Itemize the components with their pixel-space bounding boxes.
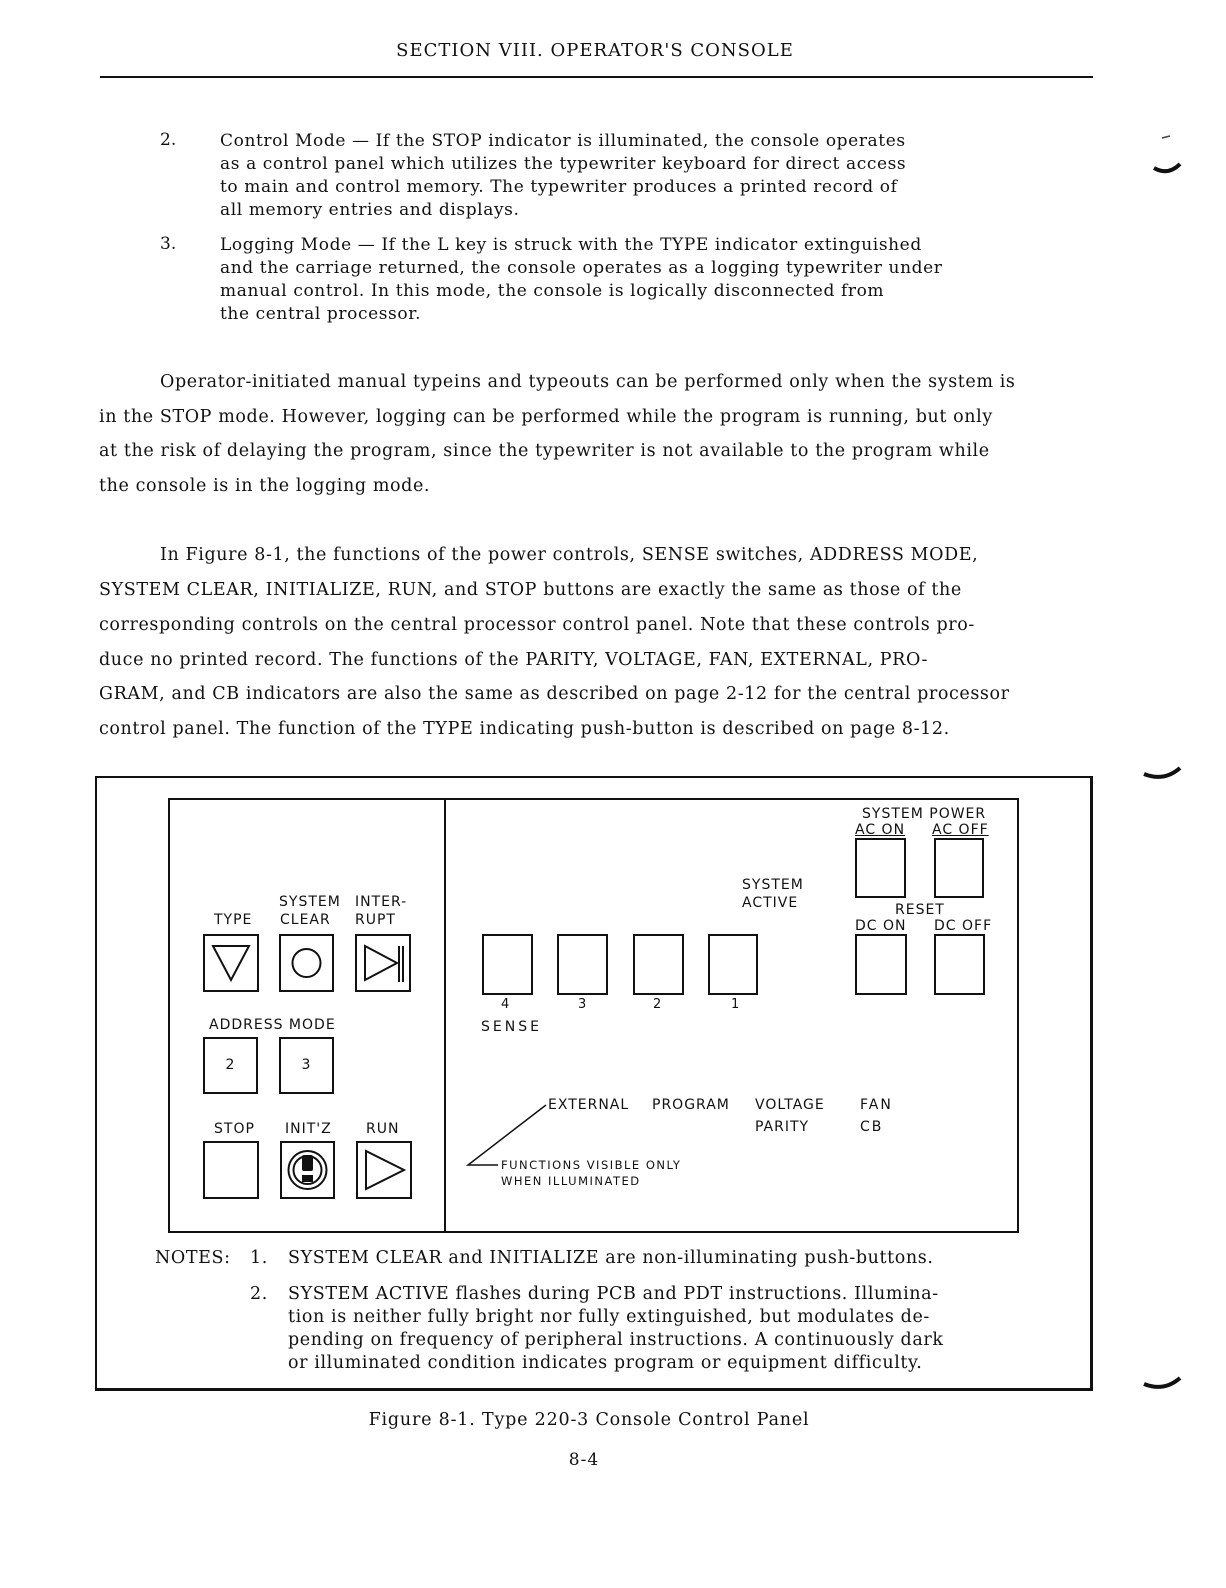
run-label: RUN [366, 1121, 400, 1137]
functions-note-2: WHEN ILLUMINATED [501, 1174, 641, 1188]
scan-mark [1148, 128, 1208, 188]
circle-icon [281, 936, 332, 990]
scan-mark [1140, 1372, 1200, 1402]
initialize-icon [282, 1143, 333, 1197]
section-header: SECTION VIII. OPERATOR'S CONSOLE [396, 40, 794, 61]
page-number: 8-4 [568, 1450, 600, 1470]
stop-button[interactable] [203, 1141, 259, 1199]
note-1: SYSTEM CLEAR and INITIALIZE are non-illuminating push-buttons. [288, 1248, 934, 1268]
program-indicator: PROGRAM [652, 1097, 730, 1113]
list-item-logging-mode: Logging Mode — If the L key is struck with the TYPE indicator extinguished and the carriage returned, the console operates as a logging typewriter under manual control. In this mode, the console is logically disconnected from the central processor. [220, 235, 943, 324]
interrupt-button[interactable] [355, 934, 411, 992]
system-active-indicator [708, 934, 758, 995]
stop-label: STOP [214, 1121, 255, 1137]
ac-off-button[interactable] [934, 838, 984, 898]
type-button[interactable] [203, 934, 259, 992]
dc-off-button[interactable] [934, 934, 985, 995]
dc-on-button[interactable] [855, 934, 907, 995]
fan-indicator: FAN [860, 1097, 893, 1113]
list-item-number: 3. [160, 234, 177, 254]
note-number: 2. [250, 1284, 268, 1304]
address-mode-label: ADDRESS MODE [209, 1017, 336, 1033]
system-active-label-1: SYSTEM [742, 877, 804, 893]
interrupt-label-2: RUPT [355, 912, 396, 928]
parity-indicator: PARITY [755, 1119, 810, 1135]
address-mode-3-button[interactable]: 3 [279, 1037, 334, 1094]
sense-switch-3[interactable] [557, 934, 608, 995]
dc-on-label: DC ON [855, 918, 907, 934]
scan-mark [1140, 760, 1200, 790]
run-button[interactable] [356, 1141, 412, 1199]
external-indicator: EXTERNAL [548, 1097, 630, 1113]
sense-number-1: 1 [731, 997, 741, 1012]
voltage-indicator: VOLTAGE [755, 1097, 825, 1113]
sense-label: SENSE [481, 1019, 542, 1035]
system-active-label-2: ACTIVE [742, 895, 799, 911]
sense-number-3: 3 [578, 997, 588, 1012]
sense-number-2: 2 [653, 997, 663, 1012]
initz-label: INIT'Z [285, 1121, 332, 1137]
ac-off-label: AC OFF [932, 822, 989, 838]
interrupt-label-1: INTER- [355, 894, 408, 910]
sense-switch-2[interactable] [633, 934, 684, 995]
functions-note-1: FUNCTIONS VISIBLE ONLY [501, 1158, 682, 1172]
address-mode-2-button[interactable]: 2 [203, 1037, 258, 1094]
list-item-number: 2. [160, 130, 177, 150]
sense-switch-4[interactable] [482, 934, 533, 995]
note-2: SYSTEM ACTIVE flashes during PCB and PDT instructions. Illumina- tion is neither fully bright nor fully extinguished, but modulates de- pending on frequency of peripheral instructions. A continuously dark or illuminated condition indicates program or equipment difficulty. [288, 1284, 944, 1373]
list-item-control-mode: Control Mode — If the STOP indicator is illuminated, the console operates as a control panel which utilizes the typewriter keyboard for direct access to main and control memory. The typewriter produces a printed record of all memory entries and displays. [220, 131, 907, 220]
cb-indicator: CB [860, 1119, 884, 1135]
header-rule [100, 76, 1093, 78]
initialize-button[interactable] [280, 1141, 335, 1199]
figure-caption: Figure 8-1. Type 220-3 Console Control Panel [368, 1410, 810, 1430]
type-label: TYPE [214, 912, 253, 928]
system-power-label: SYSTEM POWER [862, 806, 987, 822]
system-clear-button[interactable] [279, 934, 334, 992]
system-clear-label-1: SYSTEM [279, 894, 341, 910]
ac-on-label: AC ON [855, 822, 906, 838]
triangle-down-icon [205, 936, 257, 990]
step-forward-icon [357, 936, 409, 990]
ac-on-button[interactable] [855, 838, 906, 898]
dc-off-label: DC OFF [934, 918, 993, 934]
system-clear-label-2: CLEAR [280, 912, 331, 928]
reset-label: RESET [895, 902, 945, 918]
notes-label: NOTES: [155, 1248, 231, 1268]
note-number: 1. [250, 1248, 268, 1268]
play-icon [358, 1143, 410, 1197]
sense-number-4: 4 [501, 997, 511, 1012]
